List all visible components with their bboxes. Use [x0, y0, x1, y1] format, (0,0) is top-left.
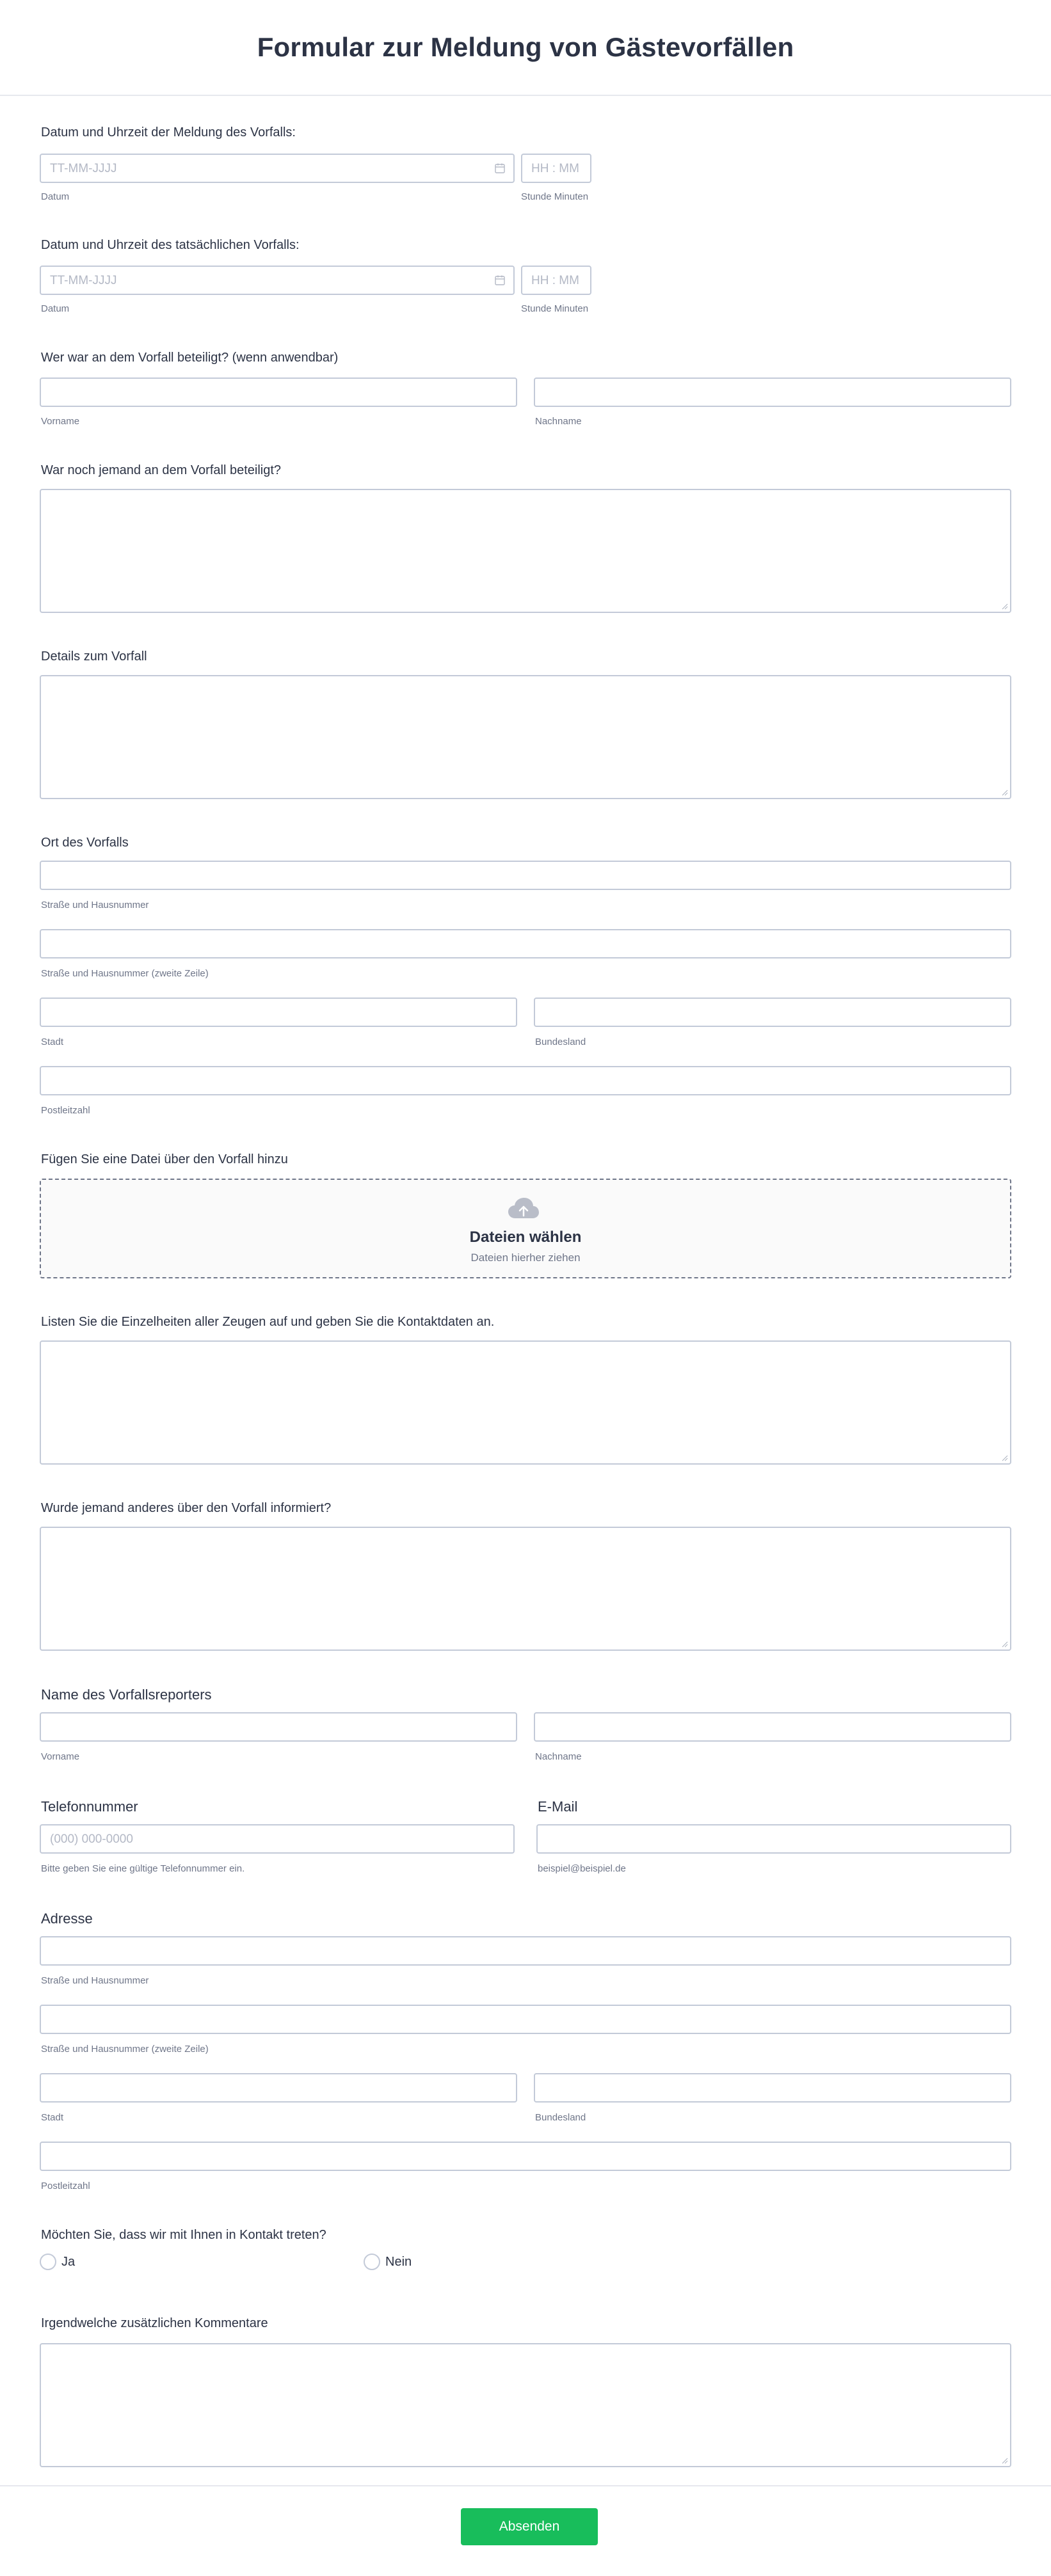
choose-files-button[interactable]: Dateien wählen [469, 1228, 582, 1246]
report-date-sublabel: Datum [41, 191, 70, 202]
location-label: Ort des Vorfalls [41, 836, 129, 850]
phone-label: Telefonnummer [41, 1799, 138, 1815]
report-date-input[interactable] [40, 154, 515, 183]
phone-sublabel: Bitte geben Sie eine gültige Telefonnummer ein. [41, 1863, 245, 1874]
others-involved-textarea[interactable] [40, 489, 1011, 613]
incident-time-sublabel: Stunde Minuten [521, 303, 589, 314]
contact-no-label[interactable]: Nein [385, 2255, 412, 2269]
reporter-name-label: Name des Vorfallsreporters [41, 1687, 212, 1703]
address-zip-sublabel: Postleitzahl [41, 2181, 90, 2191]
involved-person-label: Wer war an dem Vorfall beteiligt? (wenn anwendbar) [41, 351, 339, 365]
address-street-sublabel: Straße und Hausnummer [41, 1975, 149, 1986]
report-time-sublabel: Stunde Minuten [521, 191, 589, 202]
location-city-sublabel: Stadt [41, 1037, 64, 1047]
cloud-upload-icon [507, 1197, 540, 1222]
location-state-input[interactable] [534, 998, 1011, 1027]
reporter-last-sublabel: Nachname [535, 1751, 582, 1762]
location-street2-sublabel: Straße und Hausnummer (zweite Zeile) [41, 968, 209, 979]
phone-placeholder: (000) 000-0000 [50, 1833, 133, 1846]
report-time-placeholder: HH : MM [531, 162, 579, 175]
address-zip-input[interactable] [40, 2142, 1011, 2171]
form-title: Formular zur Meldung von Gästevorfällen [257, 32, 794, 62]
involved-first-name-input[interactable] [40, 378, 517, 407]
contact-yes-radio[interactable] [40, 2254, 56, 2270]
involved-last-sublabel: Nachname [535, 416, 582, 427]
address-street2-sublabel: Straße und Hausnummer (zweite Zeile) [41, 2044, 209, 2055]
reporter-first-sublabel: Vorname [41, 1751, 80, 1762]
report-date-placeholder: TT-MM-JJJJ [50, 162, 117, 175]
comments-label: Irgendwelche zusätzlichen Kommentare [41, 2316, 268, 2330]
email-sublabel: beispiel@beispiel.de [538, 1863, 626, 1874]
location-zip-sublabel: Postleitzahl [41, 1105, 90, 1116]
informed-textarea[interactable] [40, 1527, 1011, 1651]
address-city-input[interactable] [40, 2073, 517, 2103]
incident-date-input[interactable] [40, 266, 515, 295]
email-input[interactable] [536, 1824, 1011, 1854]
resize-grip-icon[interactable] [1000, 602, 1008, 610]
address-street-input[interactable] [40, 1936, 1011, 1966]
witnesses-label: Listen Sie die Einzelheiten aller Zeugen auf und geben Sie die Kontaktdaten an. [41, 1315, 495, 1329]
location-street2-input[interactable] [40, 929, 1011, 958]
details-label: Details zum Vorfall [41, 649, 147, 664]
location-zip-input[interactable] [40, 1066, 1011, 1095]
address-state-input[interactable] [534, 2073, 1011, 2103]
contact-no-radio[interactable] [364, 2254, 380, 2270]
calendar-icon[interactable] [494, 163, 506, 174]
address-label: Adresse [41, 1911, 93, 1927]
file-upload-dropzone[interactable] [40, 1179, 1011, 1278]
address-city-sublabel: Stadt [41, 2112, 64, 2123]
details-textarea[interactable] [40, 675, 1011, 799]
involved-first-sublabel: Vorname [41, 416, 80, 427]
location-street-input[interactable] [40, 861, 1011, 890]
location-state-sublabel: Bundesland [535, 1037, 586, 1047]
reporter-last-name-input[interactable] [534, 1712, 1011, 1742]
location-city-input[interactable] [40, 998, 517, 1027]
upload-label: Fügen Sie eine Datei über den Vorfall hinzu [41, 1152, 288, 1166]
incident-date-sublabel: Datum [41, 303, 70, 314]
comments-textarea[interactable] [40, 2343, 1011, 2467]
address-state-sublabel: Bundesland [535, 2112, 586, 2123]
informed-label: Wurde jemand anderes über den Vorfall informiert? [41, 1501, 332, 1515]
resize-grip-icon[interactable] [1000, 788, 1008, 796]
resize-grip-icon[interactable] [1000, 1640, 1008, 1648]
drag-files-hint: Dateien hierher ziehen [470, 1252, 581, 1264]
involved-last-name-input[interactable] [534, 378, 1011, 407]
address-street2-input[interactable] [40, 2005, 1011, 2034]
others-involved-label: War noch jemand an dem Vorfall beteiligt? [41, 463, 282, 477]
submit-button[interactable]: Absenden [461, 2508, 598, 2545]
report-time-input[interactable] [521, 154, 591, 183]
calendar-icon[interactable] [494, 274, 506, 286]
contact-label: Möchten Sie, dass wir mit Ihnen in Kontakt treten? [41, 2228, 326, 2242]
contact-yes-label[interactable]: Ja [61, 2255, 76, 2269]
resize-grip-icon[interactable] [1000, 1454, 1008, 1461]
phone-input[interactable] [40, 1824, 515, 1854]
report-datetime-label: Datum und Uhrzeit der Meldung des Vorfalls: [41, 125, 296, 139]
email-label: E-Mail [538, 1799, 578, 1815]
location-street-sublabel: Straße und Hausnummer [41, 900, 149, 910]
reporter-first-name-input[interactable] [40, 1712, 517, 1742]
incident-datetime-label: Datum und Uhrzeit des tatsächlichen Vorfalls: [41, 238, 300, 252]
resize-grip-icon[interactable] [1000, 2456, 1008, 2464]
incident-time-input[interactable] [521, 266, 591, 295]
incident-time-placeholder: HH : MM [531, 274, 579, 287]
incident-date-placeholder: TT-MM-JJJJ [50, 274, 117, 287]
form-header [0, 0, 1051, 96]
witnesses-textarea[interactable] [40, 1340, 1011, 1465]
